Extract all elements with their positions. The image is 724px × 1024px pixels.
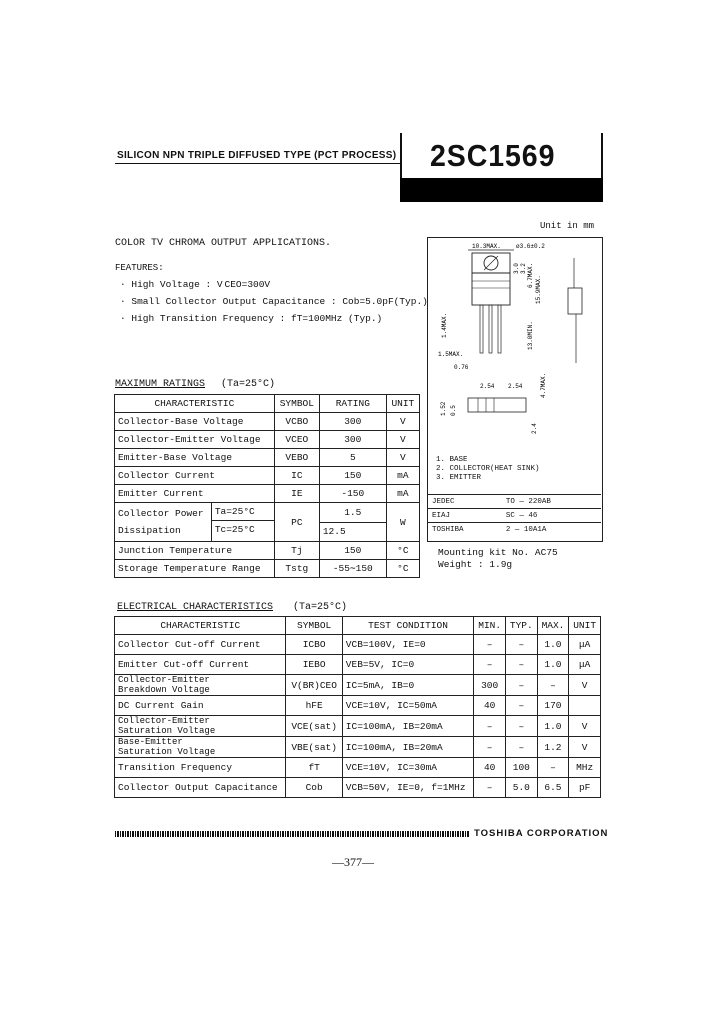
table-row bbox=[428, 495, 601, 509]
weight: Weight : 1.9g bbox=[438, 559, 513, 570]
rating-cell: 150 bbox=[319, 467, 386, 485]
table-row bbox=[115, 758, 601, 778]
symbol-cell: VCE(sat) bbox=[286, 716, 342, 737]
unit-cell: V bbox=[386, 449, 419, 467]
electrical-condition: (Ta=25°C) bbox=[293, 602, 348, 613]
unit-cell: MHz bbox=[569, 758, 601, 778]
electrical-characteristics-table bbox=[114, 616, 601, 798]
characteristic-line1: Base-Emitter bbox=[118, 737, 183, 747]
table-row bbox=[115, 737, 601, 758]
unit-cell: °C bbox=[386, 542, 419, 560]
typ-cell: – bbox=[505, 716, 537, 737]
rating-cell: 300 bbox=[319, 413, 386, 431]
test-condition-cell: VCB=50V, IE=0, f=1MHz bbox=[342, 778, 474, 798]
table-row bbox=[115, 413, 420, 431]
unit-cell: μA bbox=[569, 635, 601, 655]
lead-emitter bbox=[498, 305, 501, 353]
symbol-cell: Tj bbox=[274, 542, 319, 560]
test-condition-cell: VCB=100V, IE=0 bbox=[342, 635, 474, 655]
dim-label: 4.7MAX. bbox=[540, 372, 547, 398]
min-cell: – bbox=[474, 655, 506, 675]
symbol-cell: Tstg bbox=[274, 560, 319, 578]
unit-cell: V bbox=[569, 737, 601, 758]
power-dissipation-label bbox=[115, 503, 211, 541]
table-row bbox=[115, 716, 601, 737]
table-row bbox=[115, 675, 601, 696]
characteristic-cell bbox=[115, 503, 275, 542]
unit-note: Unit in mm bbox=[540, 221, 595, 231]
table-row bbox=[115, 696, 601, 716]
power-label-line2: Dissipation bbox=[118, 525, 181, 536]
dim-label: 0.5 bbox=[450, 405, 457, 416]
symbol-cell: IEBO bbox=[286, 655, 342, 675]
max-cell: 6.5 bbox=[537, 778, 569, 798]
dim-label: 15.9MAX. bbox=[535, 275, 542, 304]
end-view-body bbox=[468, 398, 526, 412]
header-test-condition: TEST CONDITION bbox=[342, 617, 474, 635]
unit-cell: pF bbox=[569, 778, 601, 798]
dim-label: 10.3MAX. bbox=[472, 243, 501, 250]
max-cell: 1.0 bbox=[537, 655, 569, 675]
max-cell: – bbox=[537, 675, 569, 696]
feature-item: · High Transition Frequency : fT=100MHz (Typ.) bbox=[120, 313, 383, 324]
dim-label: 6.7MAX. bbox=[527, 262, 534, 288]
lead-base bbox=[480, 305, 483, 353]
unit-cell bbox=[569, 696, 601, 716]
mounting-info bbox=[438, 547, 558, 571]
symbol-cell: IC bbox=[274, 467, 319, 485]
min-cell: – bbox=[474, 635, 506, 655]
standard-name: TOSHIBA bbox=[428, 523, 502, 537]
pin-item: 2. COLLECTOR(HEAT SINK) bbox=[436, 465, 540, 473]
typ-cell: – bbox=[505, 696, 537, 716]
header-min: MIN. bbox=[474, 617, 506, 635]
table-row bbox=[115, 635, 601, 655]
header-rating: RATING bbox=[319, 395, 386, 413]
min-cell: – bbox=[474, 778, 506, 798]
typ-cell: – bbox=[505, 737, 537, 758]
max-cell: 1.2 bbox=[537, 737, 569, 758]
symbol-cell: VCBO bbox=[274, 413, 319, 431]
rating-cell: 1.5 bbox=[319, 503, 386, 523]
unit-cell: mA bbox=[386, 467, 419, 485]
symbol-cell: IE bbox=[274, 485, 319, 503]
dim-label: 0.76 bbox=[454, 364, 469, 371]
unit-cell: V bbox=[386, 413, 419, 431]
dim-label: 3.2 bbox=[520, 263, 527, 274]
device-type-subtitle: SILICON NPN TRIPLE DIFFUSED TYPE (PCT PROCESS) bbox=[117, 150, 397, 161]
unit-cell: mA bbox=[386, 485, 419, 503]
rating-cell: 150 bbox=[319, 542, 386, 560]
symbol-cell: Cob bbox=[286, 778, 342, 798]
min-cell: – bbox=[474, 716, 506, 737]
characteristic-cell: Collector-Base Voltage bbox=[115, 413, 275, 431]
dim-label: 2.54 bbox=[508, 383, 523, 390]
rating-cell: 300 bbox=[319, 431, 386, 449]
symbol-cell: VEBO bbox=[274, 449, 319, 467]
power-condition-tc: Tc=25°C bbox=[214, 524, 255, 535]
dim-label: 1.52 bbox=[440, 401, 447, 416]
feature-item: · Small Collector Output Capacitance : Cob=5.0pF(Typ.) bbox=[120, 296, 428, 307]
header-max: MAX. bbox=[537, 617, 569, 635]
unit-cell: V bbox=[569, 675, 601, 696]
header-rule bbox=[115, 163, 400, 164]
dim-label: 13.0MIN. bbox=[527, 321, 534, 350]
min-cell: – bbox=[474, 737, 506, 758]
symbol-cell: ICBO bbox=[286, 635, 342, 655]
power-dissipation-split bbox=[115, 503, 274, 541]
rating-cell: -55∼150 bbox=[319, 560, 386, 578]
table-row bbox=[115, 485, 420, 503]
characteristic-cell: Emitter Cut-off Current bbox=[115, 655, 286, 675]
characteristic-cell: Transition Frequency bbox=[115, 758, 286, 778]
unit-cell: W bbox=[386, 503, 419, 542]
mounting-kit: Mounting kit No. AC75 bbox=[438, 547, 558, 558]
max-ratings-heading bbox=[115, 379, 275, 390]
characteristic-line1: Collector-Emitter bbox=[118, 716, 210, 726]
table-row bbox=[115, 467, 420, 485]
min-cell: 40 bbox=[474, 696, 506, 716]
power-conditions bbox=[211, 503, 274, 541]
typ-cell: 5.0 bbox=[505, 778, 537, 798]
footer-corporation: TOSHIBA CORPORATION bbox=[474, 828, 609, 839]
header-unit: UNIT bbox=[569, 617, 601, 635]
table-row bbox=[115, 542, 420, 560]
min-cell: 300 bbox=[474, 675, 506, 696]
pin-legend bbox=[436, 456, 540, 483]
header-black-bar bbox=[400, 178, 603, 202]
symbol-cell: fT bbox=[286, 758, 342, 778]
characteristic-line2: Saturation Voltage bbox=[118, 747, 216, 757]
header-characteristic: CHARACTERISTIC bbox=[115, 395, 275, 413]
max-cell: 1.0 bbox=[537, 716, 569, 737]
symbol-cell: V(BR)CEO bbox=[286, 675, 342, 696]
header-unit: UNIT bbox=[386, 395, 419, 413]
max-ratings-table bbox=[114, 394, 420, 578]
table-row bbox=[115, 449, 420, 467]
typ-cell: – bbox=[505, 675, 537, 696]
electrical-rows bbox=[115, 635, 601, 798]
electrical-title: ELECTRICAL CHARACTERISTICS bbox=[117, 602, 274, 613]
table-header-row bbox=[115, 617, 601, 635]
footer-barcode-rule bbox=[115, 831, 470, 837]
header-characteristic: CHARACTERISTIC bbox=[115, 617, 286, 635]
characteristic-line2: Saturation Voltage bbox=[118, 726, 216, 736]
header-symbol: SYMBOL bbox=[286, 617, 342, 635]
table-row bbox=[115, 503, 420, 523]
application-text: COLOR TV CHROMA OUTPUT APPLICATIONS. bbox=[115, 238, 332, 249]
typ-cell: 100 bbox=[505, 758, 537, 778]
standard-value: SC — 46 bbox=[502, 509, 601, 523]
rating-cell: 12.5 bbox=[319, 522, 386, 542]
symbol-cell: VBE(sat) bbox=[286, 737, 342, 758]
pin-item: 3. EMITTER bbox=[436, 474, 482, 482]
dim-label: 1.4MAX. bbox=[441, 312, 448, 338]
characteristic-cell: Collector Output Capacitance bbox=[115, 778, 286, 798]
characteristic-cell bbox=[115, 737, 286, 758]
characteristic-cell: Collector-Emitter Voltage bbox=[115, 431, 275, 449]
characteristic-cell bbox=[115, 716, 286, 737]
package-drawing bbox=[428, 238, 600, 448]
electrical-heading bbox=[117, 602, 347, 613]
dim-label: 3.0 bbox=[513, 263, 520, 274]
characteristic-cell: Junction Temperature bbox=[115, 542, 275, 560]
characteristic-cell: Collector Current bbox=[115, 467, 275, 485]
test-condition-cell: IC=100mA, IB=20mA bbox=[342, 737, 474, 758]
symbol-cell: PC bbox=[274, 503, 319, 542]
max-ratings-title: MAXIMUM RATINGS bbox=[115, 379, 206, 390]
rating-cell: 5 bbox=[319, 449, 386, 467]
characteristic-cell: DC Current Gain bbox=[115, 696, 286, 716]
max-cell: – bbox=[537, 758, 569, 778]
table-row bbox=[428, 509, 601, 523]
unit-cell: V bbox=[386, 431, 419, 449]
lead-collector bbox=[489, 305, 492, 353]
standard-name: EIAJ bbox=[428, 509, 502, 523]
symbol-cell: hFE bbox=[286, 696, 342, 716]
max-cell: 170 bbox=[537, 696, 569, 716]
page-number: —377— bbox=[332, 855, 374, 869]
typ-cell: – bbox=[505, 635, 537, 655]
dim-label: 1.5MAX. bbox=[438, 351, 464, 358]
table-row bbox=[115, 431, 420, 449]
characteristic-cell: Collector Cut-off Current bbox=[115, 635, 286, 655]
table-row bbox=[115, 560, 420, 578]
header-typ: TYP. bbox=[505, 617, 537, 635]
power-condition-ta: Ta=25°C bbox=[212, 503, 274, 521]
unit-cell: °C bbox=[386, 560, 419, 578]
table-row bbox=[115, 655, 601, 675]
dim-label: 2.4 bbox=[531, 423, 538, 434]
characteristic-line1: Collector-Emitter bbox=[118, 675, 210, 685]
test-condition-cell: VEB=5V, IC=0 bbox=[342, 655, 474, 675]
unit-cell: V bbox=[569, 716, 601, 737]
test-condition-cell: VCE=10V, IC=30mA bbox=[342, 758, 474, 778]
power-label-line1: Collector Power bbox=[118, 508, 204, 519]
characteristic-cell: Emitter-Base Voltage bbox=[115, 449, 275, 467]
rating-cell: -150 bbox=[319, 485, 386, 503]
table-header-row bbox=[115, 395, 420, 413]
standard-value: 2 — 10A1A bbox=[502, 523, 601, 537]
max-ratings-condition: (Ta=25°C) bbox=[221, 379, 276, 390]
characteristic-cell: Storage Temperature Range bbox=[115, 560, 275, 578]
pin-item: 1. BASE bbox=[436, 456, 468, 464]
features-heading: FEATURES: bbox=[115, 263, 164, 273]
test-condition-cell: IC=5mA, IB=0 bbox=[342, 675, 474, 696]
standard-name: JEDEC bbox=[428, 495, 502, 509]
characteristic-line2: Breakdown Voltage bbox=[118, 685, 210, 695]
header-symbol: SYMBOL bbox=[274, 395, 319, 413]
package-standards-table bbox=[428, 494, 601, 536]
min-cell: 40 bbox=[474, 758, 506, 778]
characteristic-cell: Emitter Current bbox=[115, 485, 275, 503]
characteristic-cell bbox=[115, 675, 286, 696]
max-cell: 1.0 bbox=[537, 635, 569, 655]
side-view-body bbox=[568, 288, 582, 314]
package-body bbox=[472, 273, 510, 305]
dim-label: 2.54 bbox=[480, 383, 495, 390]
part-number-title: 2SC1569 bbox=[430, 138, 556, 173]
unit-cell: μA bbox=[569, 655, 601, 675]
test-condition-cell: VCE=10V, IC=50mA bbox=[342, 696, 474, 716]
dim-label: ø3.6±0.2 bbox=[516, 243, 545, 250]
feature-item: · High Voltage : V CEO=300V bbox=[120, 279, 271, 290]
table-row bbox=[115, 778, 601, 798]
typ-cell: – bbox=[505, 655, 537, 675]
table-row bbox=[428, 523, 601, 537]
symbol-cell: VCEO bbox=[274, 431, 319, 449]
test-condition-cell: IC=100mA, IB=20mA bbox=[342, 716, 474, 737]
standard-value: TO — 220AB bbox=[502, 495, 601, 509]
